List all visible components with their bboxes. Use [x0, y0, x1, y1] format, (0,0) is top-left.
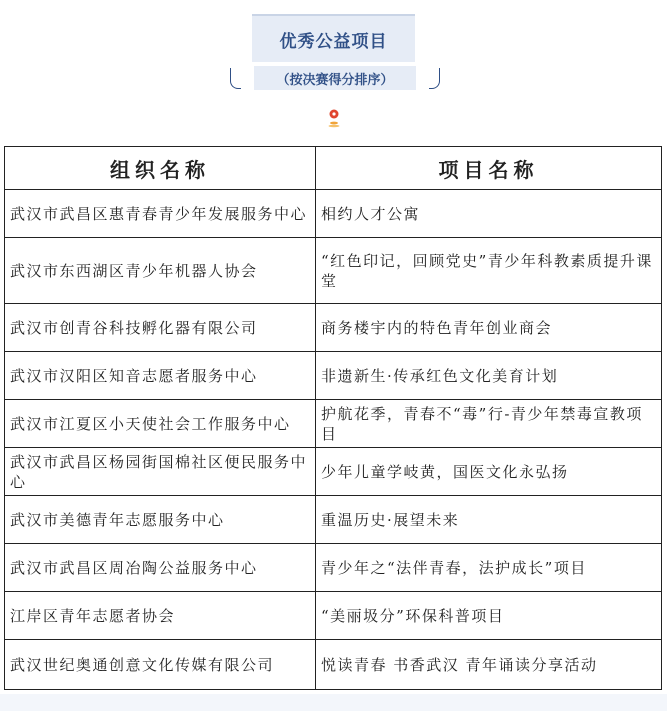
- project-name-cell: 少年儿童学岐黄，国医文化永弘扬: [316, 448, 662, 496]
- table-row: [5, 496, 662, 544]
- project-name-cell: “红色印记，回顾党史”青少年科教素质提升课堂: [316, 238, 662, 304]
- project-name-cell: 重温历史·展望未来: [316, 496, 662, 544]
- table-row: [5, 190, 662, 238]
- table-row: [5, 352, 662, 400]
- header: [0, 0, 667, 140]
- project-name-cell: 相约人才公寓: [316, 190, 662, 238]
- org-name-cell: 武汉市江夏区小天使社会工作服务中心: [5, 400, 316, 448]
- frame-corner-left: [230, 68, 241, 89]
- org-name-cell: 武汉市武昌区周冶陶公益服务中心: [5, 544, 316, 592]
- org-name-cell: 江岸区青年志愿者协会: [5, 592, 316, 640]
- table-row: [5, 304, 662, 352]
- table-row: [5, 544, 662, 592]
- project-name-cell: 悦读青春 书香武汉 青年诵读分享活动: [316, 640, 662, 690]
- project-name-cell: 青少年之“法伴青春，法护成长”项目: [316, 544, 662, 592]
- project-name-cell: 商务楼宇内的特色青年创业商会: [316, 304, 662, 352]
- map-pin-icon: [327, 108, 341, 128]
- projects-table: [4, 146, 662, 690]
- title-box: [252, 14, 415, 62]
- table-row: [5, 238, 662, 304]
- table-header-row: [5, 147, 662, 190]
- org-name-cell: 武汉市武昌区杨园街国棉社区便民服务中心: [5, 448, 316, 496]
- column-header-project: 项目名称: [316, 147, 662, 190]
- subtitle-box: [254, 66, 416, 90]
- page-title: 优秀公益项目: [279, 31, 388, 52]
- bottom-strip: [0, 694, 667, 711]
- project-name-cell: 护航花季，青春不“毒”行-青少年禁毒宣教项目: [316, 400, 662, 448]
- subtitle-frame: [230, 66, 440, 90]
- project-name-cell: “美丽圾分”环保科普项目: [316, 592, 662, 640]
- table-row: [5, 448, 662, 496]
- page-subtitle: （按决赛得分排序）: [276, 72, 394, 88]
- org-name-cell: 武汉市美德青年志愿服务中心: [5, 496, 316, 544]
- project-name-cell: 非遗新生·传承红色文化美育计划: [316, 352, 662, 400]
- org-name-cell: 武汉市武昌区惠青春青少年发展服务中心: [5, 190, 316, 238]
- frame-corner-right: [429, 68, 440, 89]
- table-row: [5, 400, 662, 448]
- table-row: [5, 640, 662, 690]
- org-name-cell: 武汉世纪奥通创意文化传媒有限公司: [5, 640, 316, 690]
- column-header-org: 组织名称: [5, 147, 316, 190]
- org-name-cell: 武汉市汉阳区知音志愿者服务中心: [5, 352, 316, 400]
- projects-table-wrap: [4, 146, 661, 690]
- table-row: [5, 592, 662, 640]
- org-name-cell: 武汉市东西湖区青少年机器人协会: [5, 238, 316, 304]
- org-name-cell: 武汉市创青谷科技孵化器有限公司: [5, 304, 316, 352]
